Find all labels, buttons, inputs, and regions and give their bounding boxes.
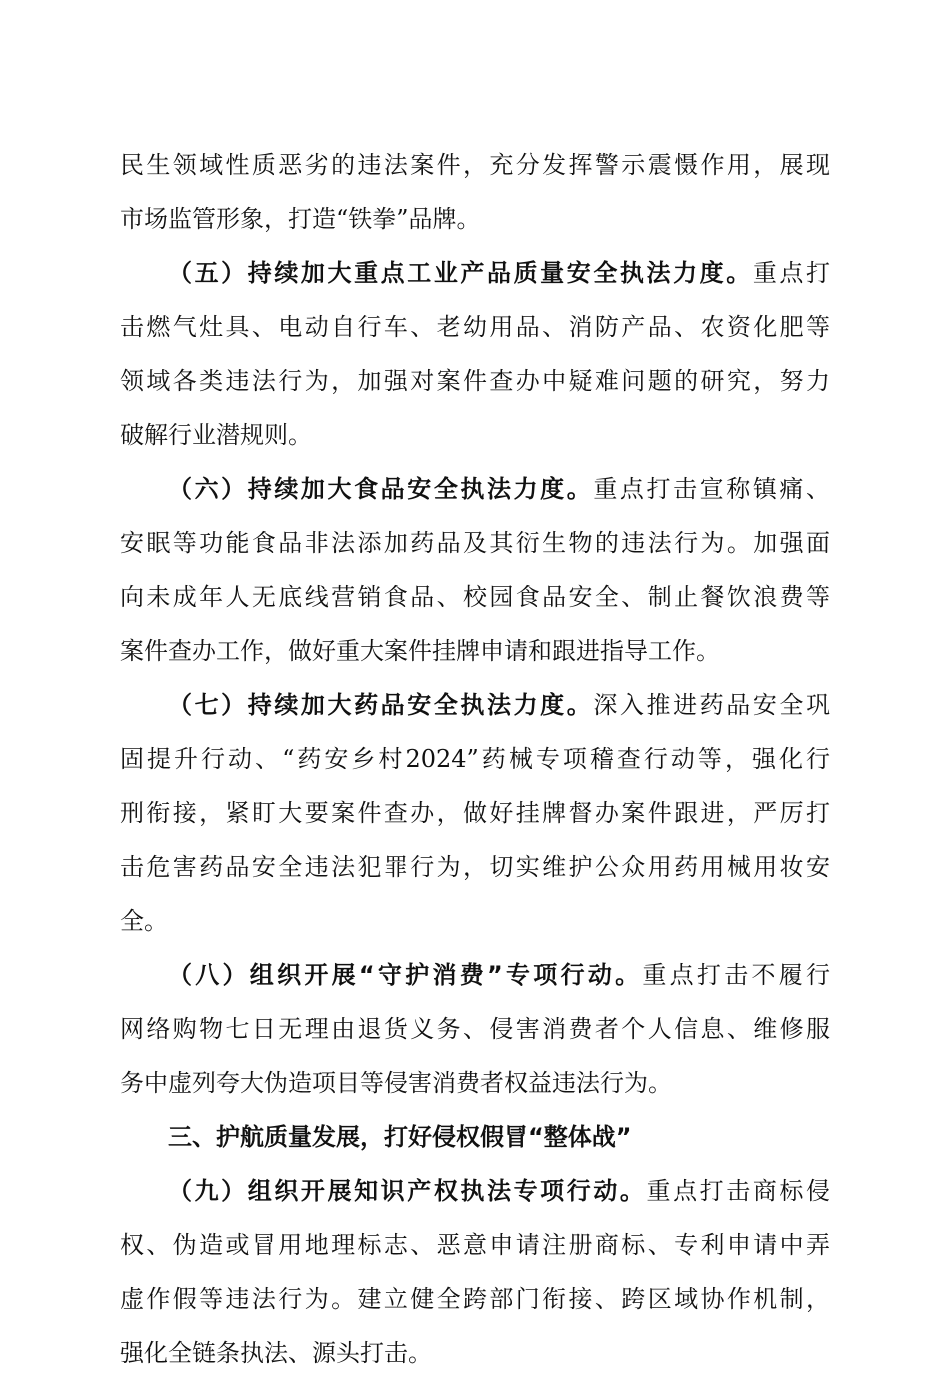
paragraph-6-text: 重点打击宣称镇痛、 bbox=[593, 475, 831, 503]
paragraph-7-first-line bbox=[120, 678, 830, 732]
paragraph-line: 务中虚列夸大伪造项目等侵害消费者权益违法行为。 bbox=[120, 1069, 672, 1097]
paragraph-5-first-line bbox=[120, 246, 830, 300]
paragraph-8-first-line bbox=[120, 948, 830, 1002]
paragraph-line: 强化全链条执法、源头打击。 bbox=[120, 1339, 432, 1367]
paragraph-5-lead: （五）持续加大重点工业产品质量安全执法力度。 bbox=[168, 259, 753, 287]
paragraph-line: 击危害药品安全违法犯罪行为，切实维护公众用药用械用妆安 bbox=[120, 853, 830, 881]
paragraph-line: 全。 bbox=[120, 907, 168, 935]
section-heading: 三、护航质量发展，打好侵权假冒“整体战” bbox=[168, 1123, 632, 1151]
paragraph-5-text: 重点打 bbox=[752, 259, 831, 287]
document-body bbox=[120, 138, 830, 1380]
paragraph-7-lead: （七）持续加大药品安全执法力度。 bbox=[168, 691, 594, 719]
paragraph-9-text: 重点打击商标侵 bbox=[646, 1177, 830, 1205]
paragraph-6-lead: （六）持续加大食品安全执法力度。 bbox=[168, 475, 594, 503]
paragraph-line: 安眠等功能食品非法添加药品及其衍生物的违法行为。加强面 bbox=[120, 529, 830, 557]
paragraph-line: 网络购物七日无理由退货义务、侵害消费者个人信息、维修服 bbox=[120, 1015, 830, 1043]
paragraph-8-text: 重点打击不履行 bbox=[642, 961, 831, 989]
paragraph-line: 固提升行动、“药安乡村2024”药械专项稽查行动等，强化行 bbox=[120, 745, 830, 773]
paragraph-line: 破解行业潜规则。 bbox=[120, 421, 312, 449]
paragraph-line: 击燃气灶具、电动自行车、老幼用品、消防产品、农资化肥等 bbox=[120, 313, 830, 341]
paragraph-9-lead: （九）组织开展知识产权执法专项行动。 bbox=[168, 1177, 647, 1205]
paragraph-line: 向未成年人无底线营销食品、校园食品安全、制止餐饮浪费等 bbox=[120, 583, 830, 611]
paragraph-line: 民生领域性质恶劣的违法案件，充分发挥警示震慑作用，展现 bbox=[120, 151, 830, 179]
paragraph-line: 权、伪造或冒用地理标志、恶意申请注册商标、专利申请中弄 bbox=[120, 1231, 830, 1259]
paragraph-line: 虚作假等违法行为。建立健全跨部门衔接、跨区域协作机制， bbox=[120, 1285, 830, 1313]
paragraph-line: 领域各类违法行为，加强对案件查办中疑难问题的研究，努力 bbox=[120, 367, 830, 395]
paragraph-line: 案件查办工作，做好重大案件挂牌申请和跟进指导工作。 bbox=[120, 637, 720, 665]
paragraph-7-text: 深入推进药品安全巩 bbox=[593, 691, 831, 719]
paragraph-line: 刑衔接，紧盯大要案件查办，做好挂牌督办案件跟进，严厉打 bbox=[120, 799, 830, 827]
paragraph-line: 市场监管形象，打造“铁拳”品牌。 bbox=[120, 205, 481, 233]
paragraph-9-first-line bbox=[120, 1164, 830, 1218]
paragraph-8-lead: （八）组织开展“守护消费”专项行动。 bbox=[168, 961, 643, 989]
paragraph-6-first-line bbox=[120, 462, 830, 516]
